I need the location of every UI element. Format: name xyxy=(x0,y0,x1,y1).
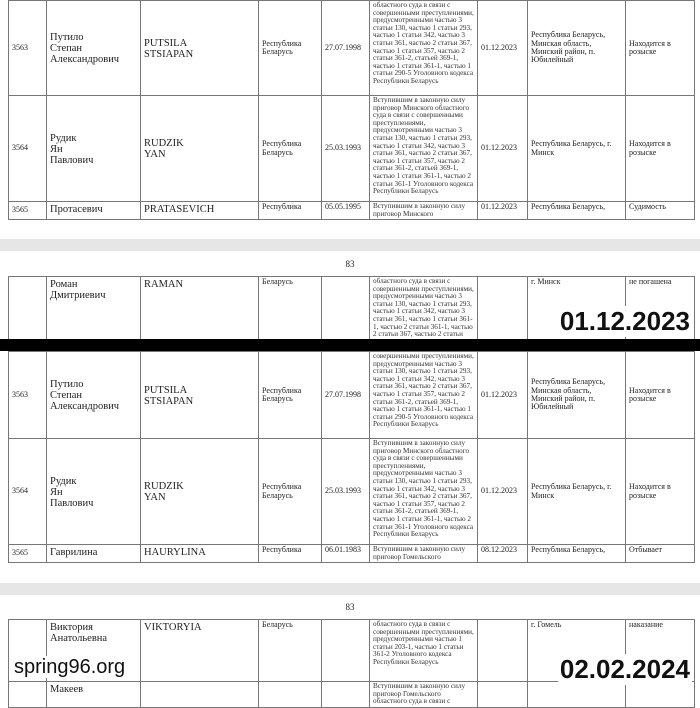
address: Республика Беларусь, xyxy=(528,202,626,220)
row-number-empty xyxy=(9,682,47,708)
name-cyrillic: Роман Дмитриевич xyxy=(47,277,141,348)
status: Находится в розыске xyxy=(626,96,695,202)
name-cyrillic: Рудик Ян Павлович xyxy=(47,96,141,202)
address: Республика Беларусь, г. Минск xyxy=(528,439,626,545)
name-cyrillic: Гаврилина xyxy=(47,545,141,563)
list-date: 01.12.2023 xyxy=(478,202,528,220)
name-latin: PRATASEVICH xyxy=(141,202,259,220)
list-date: 01.12.2023 xyxy=(478,96,528,202)
status: Находится в розыске xyxy=(626,439,695,545)
status: Судимость xyxy=(626,202,695,220)
citizenship: Республика xyxy=(259,202,322,220)
address: Республика Беларусь, Минская область, Минский район, п. Юбилейный xyxy=(528,352,626,439)
row-number: 3563 xyxy=(9,352,47,439)
citizenship: Республика Беларусь xyxy=(259,352,322,439)
status: не погашена xyxy=(626,277,695,348)
citizenship-empty xyxy=(259,682,322,708)
list-date-empty xyxy=(478,682,528,708)
status-empty xyxy=(626,682,695,708)
table-row xyxy=(9,96,695,202)
page-number: 83 xyxy=(345,602,355,612)
name-latin: RUDZIK YAN xyxy=(141,96,259,202)
table-row xyxy=(9,545,695,563)
criminal-articles: областного суда в связи с совершенными преступлениями, предусмотренными частью 3 статьи 130, частью 1 статьи 293, частью 1 статьи 342, частью 3 статьи 361, частью 1 статьи 361-1, частью 2 статьи 361-1, частью 2 статьи 367, частью 2 статьи xyxy=(370,277,478,348)
table-row xyxy=(9,682,695,708)
name-latin: VIKTORYIA xyxy=(141,620,259,682)
name-cyrillic: Путило Степан Александрович xyxy=(47,1,141,96)
birth-date-empty xyxy=(322,682,370,708)
status: Отбывает xyxy=(626,545,695,563)
citizenship: Республика Беларусь xyxy=(259,1,322,96)
status: Находится в розыске xyxy=(626,1,695,96)
citizenship: Беларусь xyxy=(259,277,322,348)
birth-date-empty xyxy=(322,277,370,348)
address: г. Минск xyxy=(528,277,626,348)
criminal-articles: Вступившим в законную силу приговор Минского xyxy=(370,202,478,220)
row-number: 3564 xyxy=(9,96,47,202)
address: Республика Беларусь, xyxy=(528,545,626,563)
table-row xyxy=(9,439,695,545)
name-cyrillic: Виктория Анатольевна xyxy=(47,620,141,682)
criminal-articles: областного суда в связи с совершенными преступлениями, предусмотренными частью 3 статьи 130, частью 1 статьи 293, частью 1 статьи 342, частью 3 статьи 361, частью 2 статьи 367, частью 1 статьи 357, частью 2 статьи 361-2, статьей 369-1, частью 1 статьи 361-1, частью 1 статьи 290-5 Уголовного кодекса Республики Беларусь xyxy=(370,1,478,96)
row-number: 3564 xyxy=(9,439,47,545)
criminal-articles: Вступившим в законную силу приговор Гомельского областного суда в связи с xyxy=(370,682,478,708)
row-number-empty xyxy=(9,277,47,348)
list-date-empty xyxy=(478,277,528,348)
status: наказание xyxy=(626,620,695,682)
row-number: 3565 xyxy=(9,545,47,563)
address-empty xyxy=(528,682,626,708)
criminal-articles: Вступившим в законную силу приговор Минского областного суда в связи с совершенными преступлениями, предусмотренными частью 3 статьи 130, частью 1 статьи 293, частью 1 статьи 342, частью 3 статьи 361, частью 2 статьи 367, частью 1 статьи 357, частью 2 статьи 361-2, статьей 369-1, частью 1 статьи 361-1, частью 2 статьи 361-1 Уголовного кодекса Республики Беларусь xyxy=(370,96,478,202)
name-cyrillic: Протасевич xyxy=(47,202,141,220)
birth-date: 27.07.1998 xyxy=(322,1,370,96)
name-latin: RAMAN xyxy=(141,277,259,348)
birth-date: 05.05.1995 xyxy=(322,202,370,220)
page-number: 83 xyxy=(345,259,355,269)
criminal-articles: Вступившим в законную силу приговор Гомельского xyxy=(370,545,478,563)
status: Находится в розыске xyxy=(626,352,695,439)
table-row xyxy=(9,352,695,439)
table-row xyxy=(9,1,695,96)
page-break xyxy=(0,583,700,595)
list-date: 01.12.2023 xyxy=(478,352,528,439)
citizenship: Беларусь xyxy=(259,620,322,682)
page-break xyxy=(0,239,700,251)
wanted-list-table-top xyxy=(8,0,695,220)
name-latin: RUDZIK YAN xyxy=(141,439,259,545)
birth-date-empty xyxy=(322,620,370,682)
citizenship: Республика Беларусь xyxy=(259,439,322,545)
list-date: 01.12.2023 xyxy=(478,439,528,545)
panel-divider xyxy=(0,339,700,351)
name-latin: PUTSILA STSIAPAN xyxy=(141,352,259,439)
spring96-logo: spring96.org xyxy=(14,656,126,678)
wanted-list-table-bottom xyxy=(8,351,695,563)
name-latin: HAURYLINA xyxy=(141,545,259,563)
address: Республика Беларусь, Минская область, Минский район, п. Юбилейный xyxy=(528,1,626,96)
row-number: 3563 xyxy=(9,1,47,96)
birth-date: 25.03.1993 xyxy=(322,439,370,545)
list-date: 08.12.2023 xyxy=(478,545,528,563)
table-row xyxy=(9,202,695,220)
name-latin-empty xyxy=(141,682,259,708)
criminal-articles: Вступившим в законную силу приговор Минского областного суда в связи с совершенными преступлениями, предусмотренными частью 3 статьи 130, частью 1 статьи 293, частью 1 статьи 342, частью 3 статьи 361, частью 2 статьи 367, частью 1 статьи 357, частью 2 статьи 361-2, статьей 369-1, частью 1 статьи 361-1, частью 2 статьи 361-1 Уголовного кодекса Республики Беларусь xyxy=(370,439,478,545)
name-cyrillic: Рудик Ян Павлович xyxy=(47,439,141,545)
citizenship: Республика xyxy=(259,545,322,563)
list-date-empty xyxy=(478,620,528,682)
birth-date: 25.03.1993 xyxy=(322,96,370,202)
name-cyrillic: Макеев xyxy=(47,682,141,708)
citizenship: Республика Беларусь xyxy=(259,96,322,202)
address: г. Гомель xyxy=(528,620,626,682)
criminal-articles: областного суда в связи с совершенными преступлениями, предусмотренными частью 1 статьи 203-1, частью 1 статьи 361-2 Уголовного кодекса Республики Беларусь xyxy=(370,620,478,682)
list-date: 01.12.2023 xyxy=(478,1,528,96)
date-stamp: 02.02.2024 xyxy=(559,654,690,684)
name-latin: PUTSILA STSIAPAN xyxy=(141,1,259,96)
address: Республика Беларусь, г. Минск xyxy=(528,96,626,202)
criminal-articles: совершенными преступлениями, предусмотренными частью 3 статьи 130, частью 1 статьи 293, частью 1 статьи 342, частью 3 статьи 361, частью 2 статьи 367, частью 1 статьи 357, частью 2 статьи 361-2, статьей 369-1, частью 1 статьи 361-1, частью 1 статьи 290-5 Уголовного кодекса Республики Беларусь xyxy=(370,352,478,439)
birth-date: 06.01.1983 xyxy=(322,545,370,563)
name-cyrillic: Путило Степан Александрович xyxy=(47,352,141,439)
document-snapshot-bottom xyxy=(0,351,700,706)
row-number: 3565 xyxy=(9,202,47,220)
date-stamp: 01.12.2023 xyxy=(559,306,690,336)
birth-date: 27.07.1998 xyxy=(322,352,370,439)
document-snapshot-top xyxy=(0,0,700,339)
